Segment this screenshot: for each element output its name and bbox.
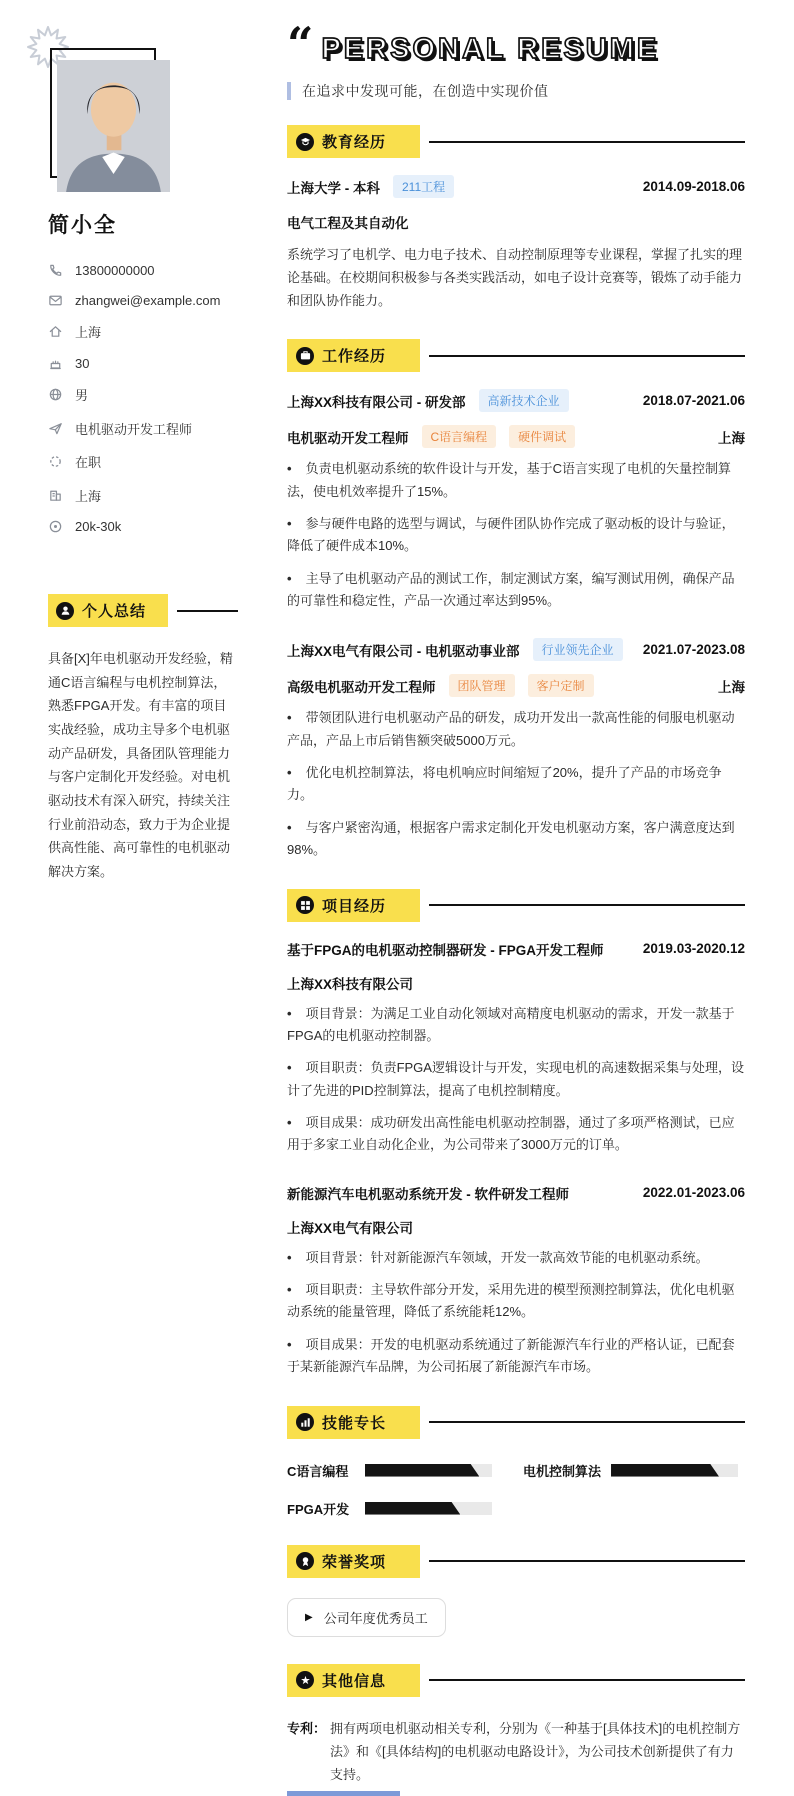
job-entry: [287, 389, 745, 612]
skill-bar-fill: [611, 1464, 719, 1477]
contact-value: 上海: [75, 488, 102, 504]
divider-line: [429, 1679, 745, 1681]
bullet-dot: •: [287, 515, 292, 531]
company-name: 上海XX科技有限公司 - 研发部: [287, 394, 466, 410]
contact-value: zhangwei@example.com: [75, 292, 221, 308]
skill-bar-track: [365, 1502, 492, 1515]
gender-icon: [48, 387, 63, 402]
age-icon: [48, 356, 63, 371]
company-row: [287, 638, 745, 661]
skill-bar-track: [365, 1464, 492, 1477]
star-icon: [296, 1671, 314, 1689]
patent-row: [287, 1717, 745, 1787]
section-title: 工作经历: [322, 348, 387, 366]
section-badge: [287, 1664, 420, 1697]
project-bullet: [287, 1057, 745, 1102]
section-title: 其他信息: [322, 1672, 387, 1690]
role-tag: 硬件调试: [509, 425, 575, 448]
person-icon: [56, 602, 74, 620]
job-location: 上海: [718, 430, 745, 446]
role-tag: C语言编程: [422, 425, 497, 448]
patent-label: 专利：: [287, 1720, 327, 1736]
mail-icon: [48, 293, 63, 308]
home-icon: [48, 324, 63, 339]
project-bullet: [287, 1334, 745, 1379]
job-date: 2018.07-2021.06: [642, 393, 745, 409]
personal-summary-section: [48, 594, 238, 884]
summary-title: 个人总结: [82, 603, 147, 620]
contact-row-job-title: [48, 419, 238, 438]
section-header: [287, 1545, 745, 1578]
company-tag: 行业领先企业: [533, 638, 623, 661]
patent-text: 拥有两项电机驱动相关专利，分别为《一种基于[具体技术]的电机控制方法》和《[具体结构]的电机驱动电路设计》，为公司技术创新提供了有力支持。: [330, 1720, 741, 1783]
divider-line: [429, 355, 745, 357]
project-title-row: [287, 939, 745, 959]
job-entry: [287, 638, 745, 861]
bullet-text: 优化电机控制算法，将电机响应时间缩短了20%，提升了产品的市场竞争力。: [287, 765, 722, 803]
company-tag: 高新技术企业: [479, 389, 569, 412]
bullet-text: 与客户紧密沟通，根据客户需求定制化开发电机驱动方案，客户满意度达到98%。: [287, 819, 735, 858]
project-bullet: [287, 1247, 745, 1269]
section-title: 荣誉奖项: [322, 1553, 387, 1571]
bullet-dot: •: [287, 765, 292, 781]
honor-badge: [287, 1598, 446, 1637]
skills-section: [287, 1406, 745, 1518]
section-header: [287, 1664, 745, 1697]
section-badge: [287, 1406, 420, 1439]
project-bullet: [287, 1112, 745, 1157]
summary-text: 具备[X]年电机驱动开发经验，精通C语言编程与电机控制算法，熟悉FPGA开发。有丰富的项目实战经验，成功主导多个电机驱动产品研发，具备团队管理能力与客户定制化开发经验。对电机驱动技术有深入研究，持续关注行业前沿动态，致力于为企业提供高性能、高可靠性的电机驱动解决方案。: [48, 651, 233, 879]
role-row: [287, 674, 745, 697]
divider-line: [429, 904, 745, 906]
company-left: [287, 389, 569, 412]
resume-main: [287, 0, 745, 1796]
bullet-text: 参与硬件电路的选型与调试，与硬件团队协作完成了驱动板的设计与验证，降低了硬件成本10%。: [287, 515, 735, 554]
bullet-text: 项目职责：主导软件部分开发，采用先进的模型预测控制算法，优化电机驱动系统的能量管理，降低了系统能耗12%。: [287, 1282, 735, 1320]
bullet-dot: •: [287, 1060, 292, 1076]
bullet-dot: •: [287, 1282, 292, 1298]
skill-name: FPGA开发: [287, 1501, 350, 1517]
skill-name: 电机控制算法: [523, 1463, 602, 1479]
section-badge: [287, 125, 420, 158]
job-bullet: [287, 817, 745, 862]
project-date: 2022.01-2023.06: [642, 1185, 745, 1201]
contact-value: 30: [75, 355, 90, 371]
status-icon: [48, 454, 63, 469]
project-bullet: [287, 1279, 745, 1324]
briefcase-icon: [296, 347, 314, 365]
section-header: [287, 889, 745, 922]
section-header: [287, 125, 745, 158]
project-bullet: [287, 1003, 745, 1048]
company-row: [287, 389, 745, 412]
sidebar: [48, 0, 238, 884]
job-bullet: [287, 458, 745, 503]
project-company: 上海XX电气有限公司: [287, 1220, 414, 1236]
section-header: [287, 1406, 745, 1439]
role-name: 高级电机驱动开发工程师: [287, 679, 436, 695]
job-title-icon: [48, 421, 63, 436]
bullet-dot: •: [287, 1005, 292, 1021]
bullet-dot: •: [287, 1336, 292, 1352]
projects-section: [287, 889, 745, 1379]
motto-row: [287, 81, 745, 101]
cutoff-element: [287, 1791, 400, 1796]
contact-row-status: [48, 452, 238, 471]
salary-icon: [48, 519, 63, 534]
skill-name: C语言编程: [287, 1463, 349, 1479]
resume-header: [287, 0, 745, 101]
section-title: 教育经历: [322, 134, 387, 151]
bullet-dot: •: [287, 570, 292, 586]
project-title-row: [287, 1183, 745, 1203]
bullet-text: 带领团队进行电机驱动产品的研发，成功开发出一款高性能的伺服电机驱动产品，产品上市后销售额突破5000万元。: [287, 710, 735, 748]
contact-value: 上海: [75, 325, 102, 340]
school-tag: 211工程: [393, 175, 454, 198]
bullet-text: 项目职责：负责FPGA逻辑设计与开发，实现电机的高速数据采集与处理，设计了先进的PID控制算法，提高了电机控制精度。: [287, 1060, 744, 1098]
medal-icon: [296, 1552, 314, 1570]
skill-bar-fill: [365, 1502, 460, 1515]
other-info-section: [287, 1664, 745, 1796]
education-entry-row: [287, 175, 745, 198]
contact-row-salary: [48, 519, 238, 534]
divider-line: [429, 141, 745, 143]
motto-text: 在追求中发现可能，在创造中实现价值: [302, 83, 549, 99]
skill-bar-fill: [365, 1464, 479, 1477]
bullet-dot: •: [287, 819, 292, 835]
contact-row-gender: [48, 385, 238, 404]
profile-photo: [57, 60, 170, 192]
section-title: 技能专长: [322, 1414, 387, 1432]
divider-line: [429, 1560, 745, 1562]
project-entry: [287, 939, 745, 1157]
bullet-text: 项目成果：开发的电机驱动系统通过了新能源汽车行业的严格认证，已配套于某新能源汽车品牌，为公司拓展了新能源汽车市场。: [287, 1336, 735, 1375]
divider-line: [177, 610, 238, 612]
contact-list: [48, 263, 238, 534]
company-icon: [48, 488, 63, 503]
avatar: [57, 60, 170, 192]
skills-grid: [287, 1461, 745, 1518]
role-left: [287, 425, 575, 448]
bullet-text: 项目背景：针对新能源汽车领域，开发一款高效节能的电机驱动系统。: [305, 1249, 709, 1265]
contact-row-age: [48, 356, 238, 371]
contact-row-company-city: [48, 486, 238, 505]
contact-value: 电机驱动开发工程师: [75, 421, 193, 437]
education-date: 2014.09-2018.06: [642, 179, 745, 194]
section-title: 项目经历: [322, 897, 387, 915]
summary-header: [48, 594, 238, 627]
skill-bar-track: [611, 1464, 738, 1477]
role-row: [287, 425, 745, 448]
bar-chart-icon: [296, 1413, 314, 1431]
section-badge: [287, 889, 420, 922]
grid-icon: [296, 896, 314, 914]
school-name: 上海大学 - 本科: [287, 180, 380, 196]
motto-accent-bar: [287, 82, 291, 100]
graduation-cap-icon: [296, 133, 314, 151]
contact-row-city: [48, 322, 238, 341]
quote-mark: “: [287, 17, 314, 71]
divider-line: [429, 1421, 745, 1423]
company-name: 上海XX电气有限公司 - 电机驱动事业部: [287, 643, 520, 659]
candidate-name: 简小全: [48, 214, 117, 237]
project-name: 基于FPGA的电机驱动控制器研发 - FPGA开发工程师: [287, 942, 604, 958]
project-name: 新能源汽车电机驱动系统开发 - 软件研发工程师: [287, 1186, 569, 1202]
education-entry-left: [287, 175, 454, 198]
project-entry: [287, 1183, 745, 1379]
contact-row-phone: [48, 263, 238, 278]
skill-item: [523, 1461, 745, 1480]
page-title: PERSONAL RESUME: [321, 33, 660, 65]
job-location: 上海: [718, 679, 745, 695]
project-company: 上海XX科技有限公司: [287, 976, 414, 992]
photo-block: [48, 27, 238, 199]
bullet-text: 负责电机驱动系统的软件设计与开发，基于C语言实现了电机的矢量控制算法，使电机效率提升了15%。: [287, 461, 731, 499]
job-date: 2021.07-2023.08: [642, 642, 745, 658]
skill-item: [287, 1499, 523, 1518]
title-row: [287, 17, 745, 71]
section-badge: [287, 1545, 420, 1578]
education-desc: 系统学习了电机学、电力电子技术、自动控制原理等专业课程，掌握了扎实的理论基础。在校期间积极参与各类实践活动，如电子设计竞赛等，锻炼了动手能力和团队协作能力。: [287, 247, 743, 308]
work-section: [287, 339, 745, 861]
honor-label: 公司年度优秀员工: [323, 1610, 428, 1626]
job-bullet: [287, 568, 745, 613]
company-left: [287, 638, 623, 661]
major-name: 电气工程及其自动化: [287, 216, 409, 231]
bullet-dot: •: [287, 1115, 292, 1130]
honors-section: [287, 1545, 745, 1637]
contact-row-email: [48, 293, 238, 308]
contact-value: 在职: [75, 455, 102, 470]
job-bullet: [287, 762, 745, 807]
contact-value: 男: [75, 388, 89, 403]
skill-item: [287, 1461, 523, 1480]
bullet-text: 主导了电机驱动产品的测试工作，制定测试方案，编写测试用例，确保产品的可靠性和稳定性，产品一次通过率达到95%。: [287, 570, 735, 609]
contact-value: 13800000000: [75, 263, 155, 278]
job-bullet: [287, 513, 745, 558]
role-tag: 团队管理: [449, 674, 515, 697]
bullet-text: 项目成果：成功研发出高性能电机驱动控制器，通过了多项严格测试，已应用于多家工业自动化企业，为公司带来了3000万元的订单。: [287, 1115, 735, 1153]
phone-icon: [48, 263, 63, 278]
summary-badge: [48, 594, 168, 627]
play-icon: ▶: [305, 1611, 313, 1623]
role-left: [287, 674, 594, 697]
bullet-dot: •: [287, 461, 292, 477]
bullet-dot: •: [287, 710, 292, 726]
role-tag: 客户定制: [528, 674, 594, 697]
job-bullet: [287, 707, 745, 752]
contact-value: 20k-30k: [75, 519, 122, 534]
bullet-dot: •: [287, 1249, 292, 1265]
bullet-text: 项目背景：为满足工业自动化领域对高精度电机驱动的需求，开发一款基于FPGA的电机驱动控制器。: [287, 1005, 735, 1043]
education-section: [287, 125, 745, 312]
section-badge: [287, 339, 420, 372]
role-name: 电机驱动开发工程师: [287, 430, 409, 446]
project-date: 2019.03-2020.12: [642, 941, 745, 957]
section-header: [287, 339, 745, 372]
